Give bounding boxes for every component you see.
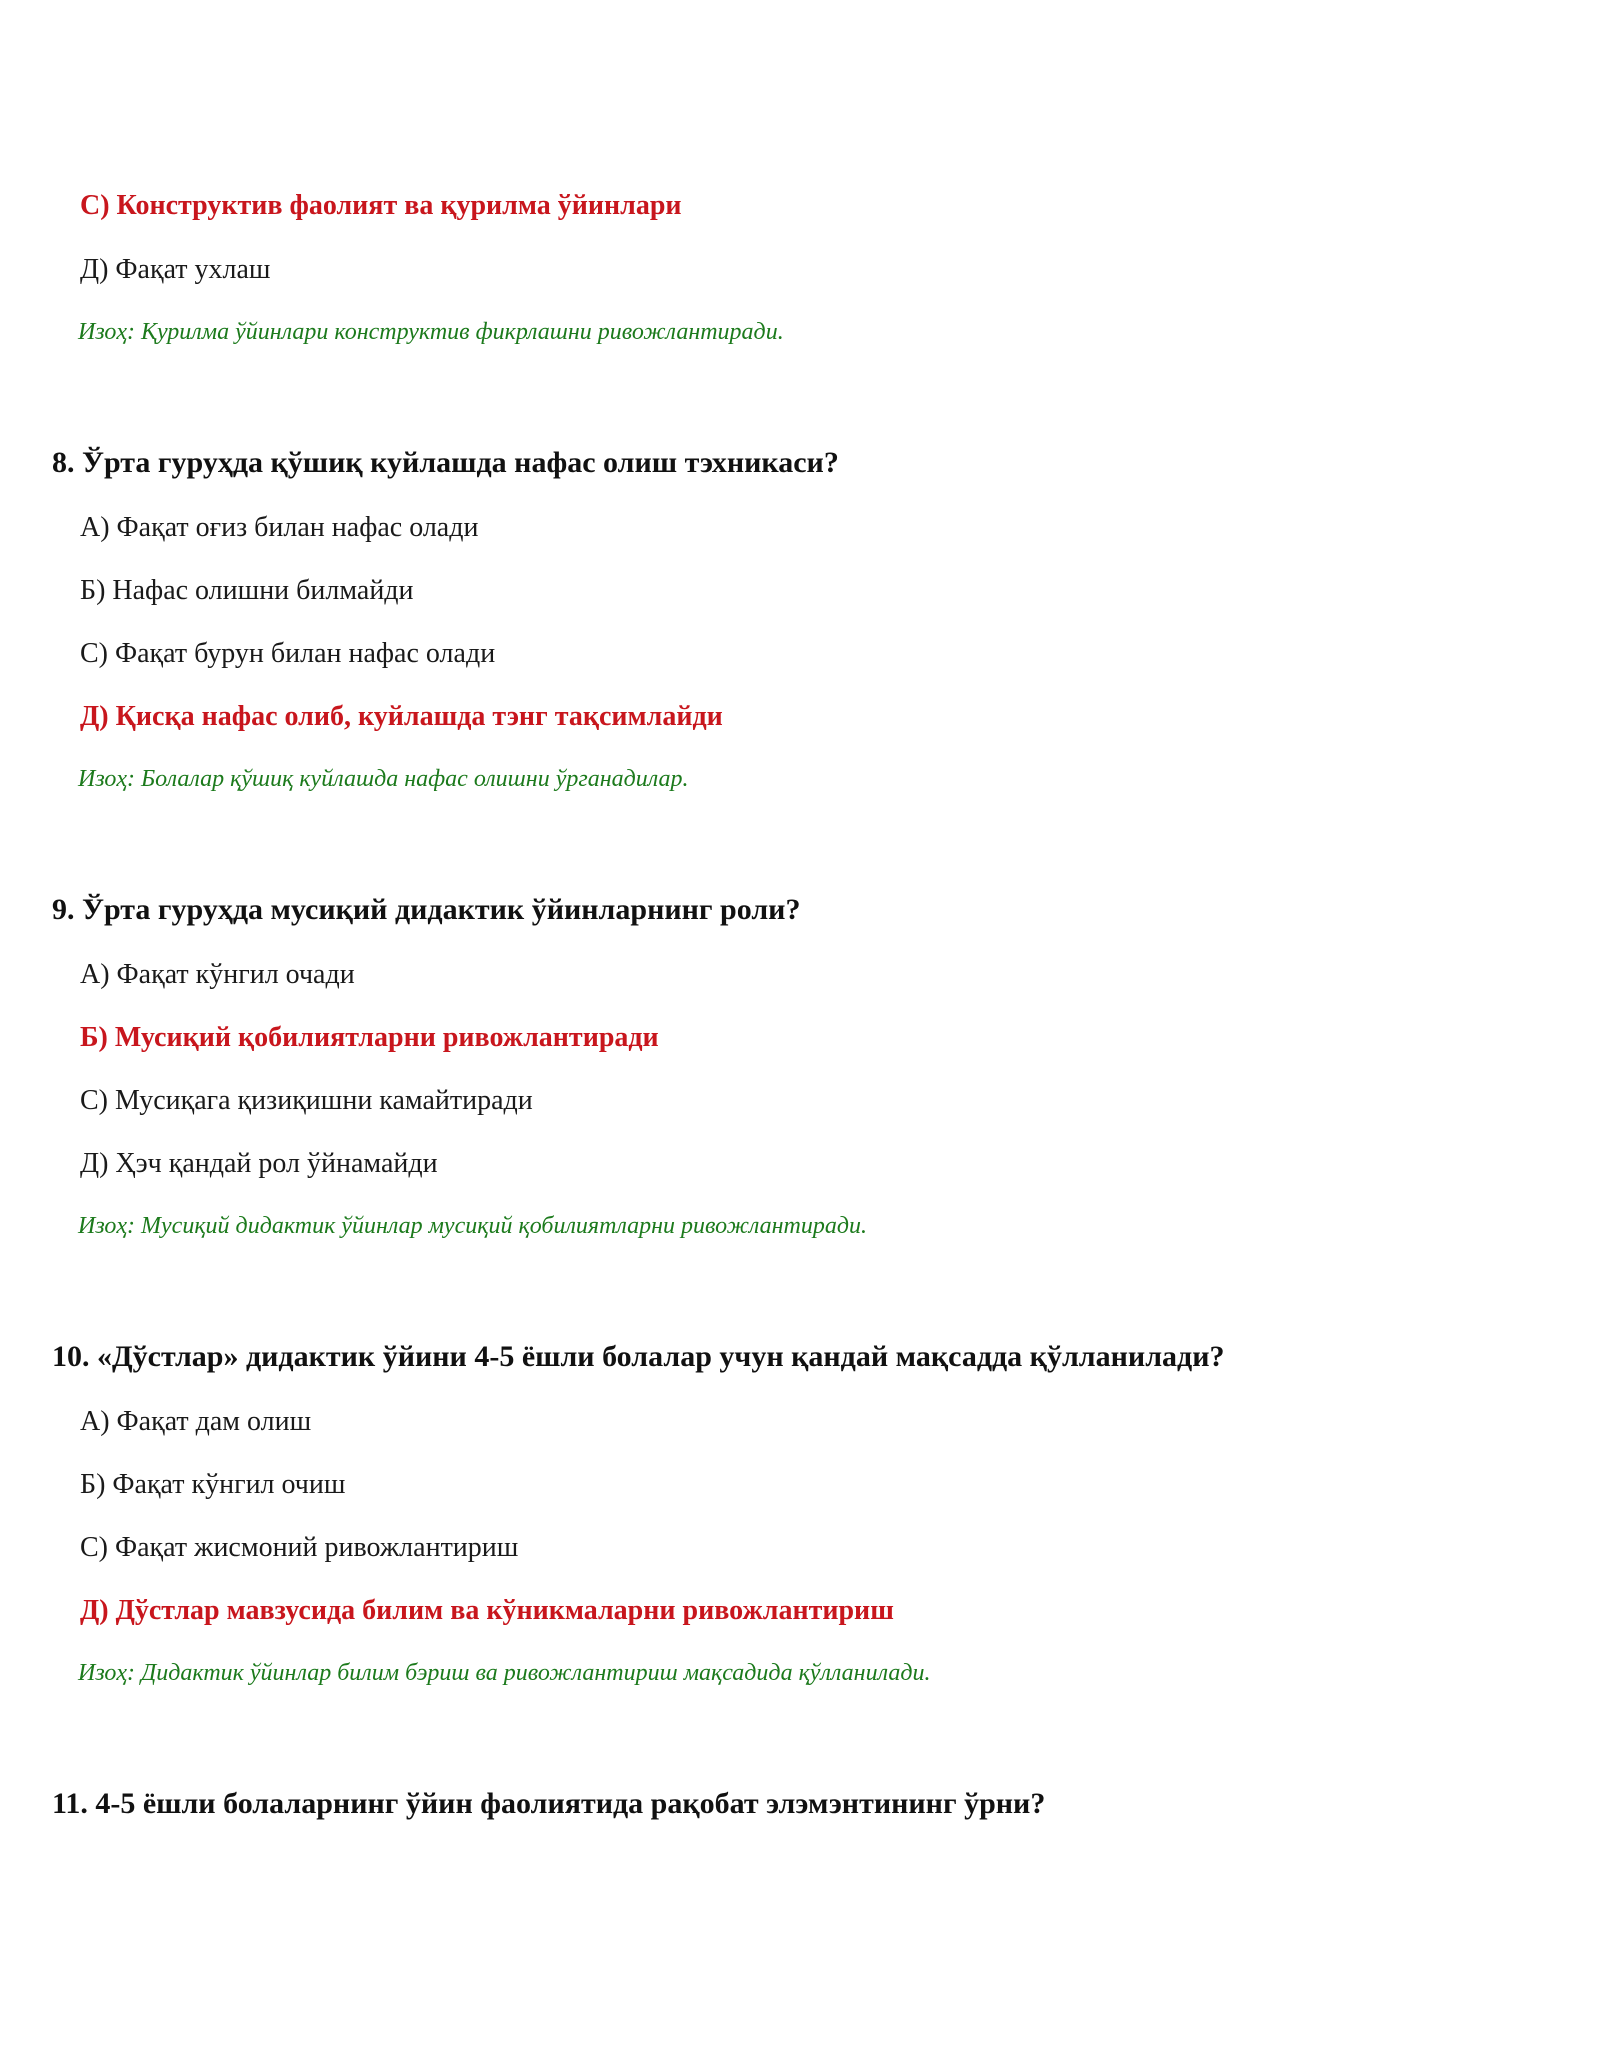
question-title: 11. 4-5 ёшли болаларнинг ўйин фаолиятида рақобат элэмэнтининг ўрни? — [52, 1787, 1046, 1820]
answer-note: Изоҳ: Қурилма ўйинлари конструктив фикрлашни ривожлантиради. — [78, 319, 784, 345]
answer-option: А) Фақат дам олиш — [80, 1406, 312, 1437]
answer-option: Д) Ҳэч қандай рол ўйнамайди — [80, 1148, 438, 1179]
answer-option: А) Фақат кўнгил очади — [80, 959, 355, 990]
answer-option-correct: Д) Қисқа нафас олиб, куйлашда тэнг тақсимлайди — [80, 701, 723, 732]
answer-note: Изоҳ: Дидактик ўйинлар билим бэриш ва ривожлантириш мақсадида қўлланилади. — [78, 1660, 931, 1686]
answer-option: А) Фақат оғиз билан нафас олади — [80, 512, 479, 543]
answer-option-correct: Б) Мусиқий қобилиятларни ривожлантиради — [80, 1022, 659, 1053]
answer-note: Изоҳ: Болалар қўшиқ куйлашда нафас олишни ўрганадилар. — [78, 766, 689, 792]
answer-option: Б) Нафас олишни билмайди — [80, 575, 414, 606]
answer-option-correct: С) Конструктив фаолият ва қурилма ўйинлари — [80, 190, 682, 221]
answer-note: Изоҳ: Мусиқий дидактик ўйинлар мусиқий қобилиятларни ривожлантиради. — [78, 1213, 868, 1239]
answer-option: Д) Фақат ухлаш — [80, 254, 271, 285]
question-title: 9. Ўрта гуруҳда мусиқий дидактик ўйинларнинг роли? — [52, 893, 801, 926]
answer-option: С) Фақат бурун билан нафас олади — [80, 638, 496, 669]
answer-option-correct: Д) Дўстлар мавзусида билим ва кўникмаларни ривожлантириш — [80, 1595, 894, 1626]
answer-option: Б) Фақат кўнгил очиш — [80, 1469, 346, 1500]
question-title: 8. Ўрта гуруҳда қўшиқ куйлашда нафас олиш тэхникаси? — [52, 446, 839, 479]
answer-option: С) Фақат жисмоний ривожлантириш — [80, 1532, 519, 1563]
answer-option: С) Мусиқага қизиқишни камайтиради — [80, 1085, 533, 1116]
question-title: 10. «Дўстлар» дидактик ўйини 4-5 ёшли болалар учун қандай мақсадда қўлланилади? — [52, 1340, 1225, 1373]
